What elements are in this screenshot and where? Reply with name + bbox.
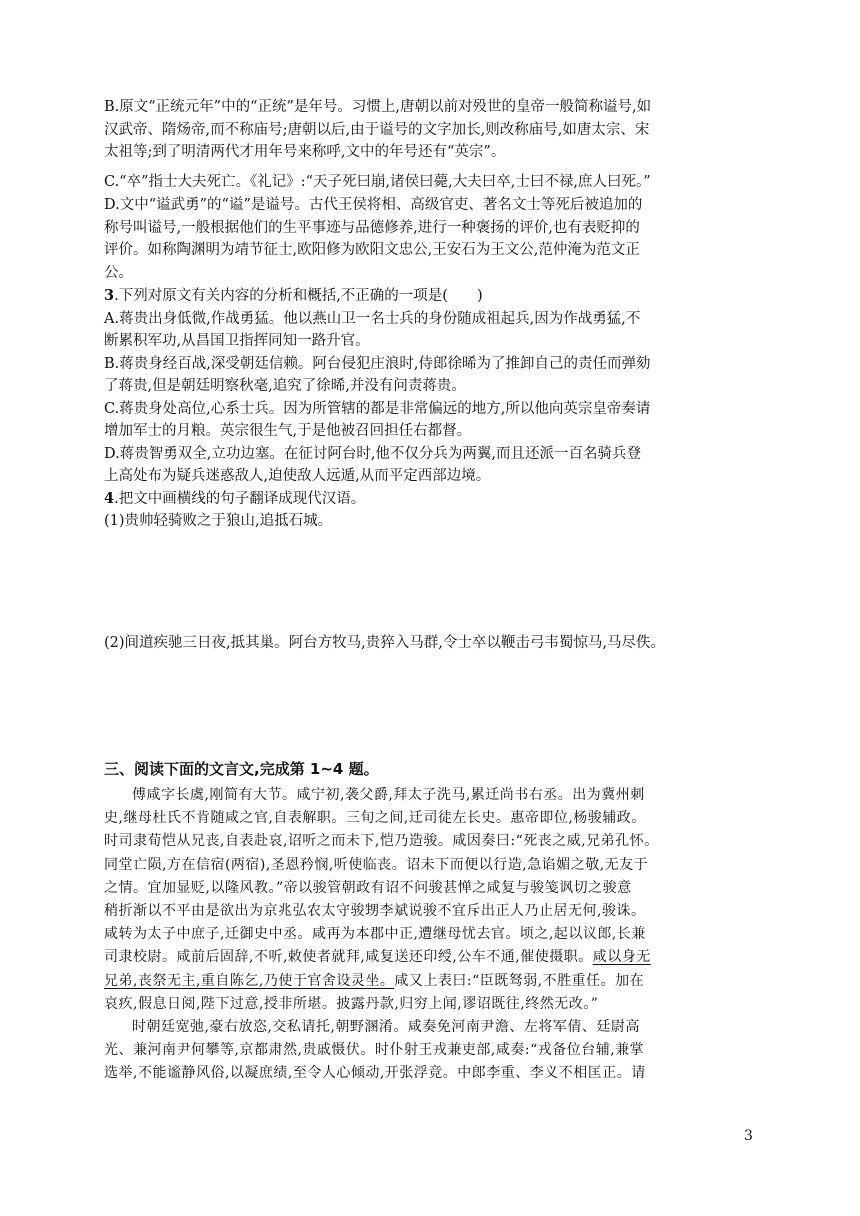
passage-line: 兄弟,丧祭无主,重自陈乞,乃使于官舍设灵坐。咸又上表曰:“臣既驽弱,不胜重任。加在 [104,972,645,989]
option-d-line: D.蒋贵智勇双全,立功边塞。在征讨阿台时,他不仅分兵为两翼,而且还派一百名骑兵登 [104,445,642,462]
option-b-line: B.蒋贵身经百战,深受朝廷信赖。阿台侵犯庄浪时,侍郎徐晞为了推卸自己的责任而弹劾 [104,355,651,372]
passage-line: 史,继母杜氏不肯随咸之官,自表解职。三旬之间,迁司徒左长史。惠帝即位,杨骏辅政。 [104,810,646,827]
passage-line: 选举,不能谧静风俗,以凝庶绩,至令人心倾动,开张浮竞。中郎李重、李义不相匡正。请 [104,1065,646,1082]
option-d [104,194,754,284]
option-b-line: B.原文“正统元年”中的“正统”是年号。习惯上,唐朝以前对殁世的皇帝一般简称谥号,如 [104,99,652,115]
passage-line: 稍折渐以不平由是欲出为京兆弘农太守骏甥李斌说骏不宜斥出正人乃止居无何,骏诛。 [104,903,646,920]
option-b [104,96,754,164]
option-d-line: 评价。如称陶渊明为靖节征士,欧阳修为欧阳文忠公,王安石为王文公,范仲淹为范文正 [104,242,640,258]
question-4-item-2-block [104,632,754,655]
option-a-line: 断累积军功,从昌国卫指挥同知一路升官。 [104,333,370,349]
passage-line: 之情。宜加显贬,以隆风教。”帝以骏管朝政有诏不问骏甚惮之咸复与骏笺讽切之骏意 [104,879,632,896]
passage-line: 光、兼河南尹何攀等,京都肃然,贵戚慑伏。时仆射王戎兼吏部,咸奏:“戎备位台辅,兼掌 [104,1042,645,1059]
question-number: 3 [104,287,115,304]
passage-line: 傅咸字长虞,刚简有大节。咸宁初,袭父爵,拜太子洗马,累迁尚书右丞。出为冀州刺 [132,787,645,803]
question-4-stem: 4.把文中画横线的句子翻译成现代汉语。 [104,489,366,507]
question-3 [104,285,754,533]
option-d-line: D.文中“谥武勇”的“谥”是谥号。古代王侯将相、高级官吏、著名文士等死后被追加的 [104,197,643,213]
underlined-sentence: 兄弟,丧祭无主,重自陈乞,乃使于官舍设灵坐。 [104,972,395,989]
section-title: 三、阅读下面的文言文,完成第 1~4 题。 [104,760,379,778]
option-c-line: C.“卒”指士大夫死亡。《礼记》:“天子死曰崩,诸侯曰薨,大夫曰卒,士曰不禄,庶人曰死。” [104,174,651,190]
option-d-line: 上高处布为疑兵迷惑敌人,迫使敌人远遁,从而平定西部边境。 [104,468,491,484]
question-4-item-2: (2)间道疾驰三日夜,抵其巢。阿台方牧马,贵猝入马群,令士卒以鞭击弓韦蜀惊马,马尽佚。 [104,635,665,651]
passage-line: 时司隶荀恺从兄丧,自表赴哀,诏听之而未下,恺乃造骏。咸因奏曰:“死丧之威,兄弟孔怀。 [104,833,659,850]
passage-line: 哀疚,假息日阅,陛下过意,授非所堪。披露丹款,归穷上闻,谬诏既往,终然无改。” [104,995,599,1012]
passage-line: 时朝廷宽弛,豪右放恣,交私请托,朝野溷淆。咸奏免河南尹澹、左将军倩、廷尉高 [132,1019,640,1036]
question-4-item-1: (1)贵帅轻骑败之于狼山,追抵石城。 [104,513,333,529]
passage-line: 同堂亡陨,方在信宿(两宿),圣恩矜悯,听使临丧。诏未下而便以行造,急谄媚之敬,无友于 [104,856,649,873]
passage-line: 司隶校尉。咸前后固辞,不听,敕使者就拜,咸复送还印绶,公车不通,催使摄职。咸以身无 [104,949,651,966]
option-c-line: C.蒋贵身处高位,心系士兵。因为所管辖的都是非常偏远的地方,所以他向英宗皇帝奏请 [104,400,651,417]
passage-line: 咸转为太子中庶子,迁御史中丞。咸再为本郡中正,遭继母忧去官。顷之,起以议郎,长兼 [104,926,646,943]
page-number: 3 [744,1128,753,1144]
underlined-sentence: 咸以身无 [592,949,651,966]
option-c [104,171,754,194]
option-d-line: 称号叫谥号,一般根据他们的生平事迹与品德修养,进行一种褒扬的评价,也有表贬抑的 [104,219,640,236]
option-c-line: 增加军士的月粮。英宗很生气,于是他被召回担任右都督。 [104,423,472,439]
option-b-line: 太祖等;到了明清两代才用年号来称呼,文中的年号还有“英宗”。 [104,144,506,160]
option-b-line: 了蒋贵,但是朝廷明察秋毫,追究了徐晞,并没有问责蒋贵。 [104,378,466,394]
question-3-stem: 3.下列对原文有关内容的分析和概括,不正确的一项是( ) [104,287,483,304]
option-b-line: 汉武帝、隋炀帝,而不称庙号;唐朝以后,由于谥号的文字加长,则改称庙号,如唐太宗、宋 [104,121,650,138]
option-d-line: 公。 [104,264,133,281]
classical-passage [104,784,756,1086]
question-number: 4 [104,489,115,507]
option-a-line: A.蒋贵出身低微,作战勇猛。他以燕山卫一名士兵的身份随成祖起兵,因为作战勇猛,不 [104,310,641,327]
